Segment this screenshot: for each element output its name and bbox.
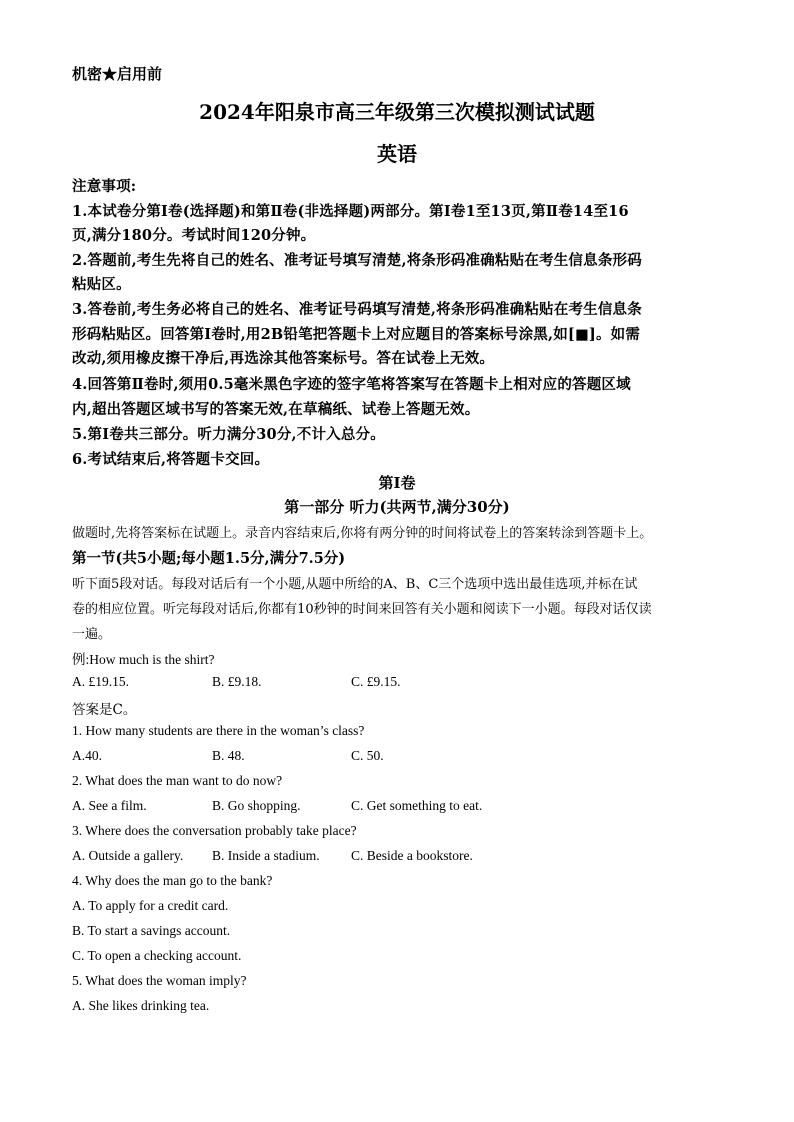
question-option: A.40. — [72, 748, 102, 763]
note-line: 2.答题前,考生先将自己的姓名、准考证号填写清楚,将条形码准确粘贴在考生信息条形码 — [72, 252, 642, 269]
section-instruction: 卷的相应位置。听完每段对话后,你都有10秒钟的时间来回答有关小题和阅读下一小题。每段对话仅读 — [72, 602, 652, 617]
question-stem: 5. What does the woman imply? — [72, 973, 247, 988]
question-option: A. Outside a gallery. — [72, 848, 184, 863]
example-question: 例:How much is the shirt? — [72, 652, 215, 667]
exam-title: 2024年阳泉市高三年级第三次模拟测试试题 — [199, 100, 595, 124]
example-option-b: B. £9.18. — [212, 674, 262, 689]
question-option: B. Go shopping. — [212, 798, 301, 813]
note-line: 3.答卷前,考生务必将自己的姓名、准考证号码填写清楚,将条形码准确粘贴在考生信息条 — [72, 301, 642, 318]
example-option-a: A. £19.15. — [72, 674, 129, 689]
section-title: 第一节(共5小题;每小题1.5分,满分7.5分) — [72, 550, 346, 567]
question-option: A. She likes drinking tea. — [72, 998, 210, 1013]
question-stem: 4. Why does the man go to the bank? — [72, 873, 273, 888]
notes-heading: 注意事项: — [72, 178, 137, 195]
section-instruction: 一遍。 — [72, 627, 112, 642]
note-line: 6.考试结束后,将答题卡交回。 — [72, 451, 270, 468]
confidential-label: 机密★启用前 — [72, 65, 163, 83]
note-line: 内,超出答题区域书写的答案无效,在草稿纸、试卷上答题无效。 — [72, 401, 480, 418]
note-line: 1.本试卷分第Ⅰ卷(选择题)和第Ⅱ卷(非选择题)两部分。第Ⅰ卷1至13页,第Ⅱ卷14至16 — [72, 203, 629, 220]
question-option: C. Beside a bookstore. — [351, 848, 473, 863]
question-option: A. See a film. — [72, 798, 147, 813]
note-line: 粘贴区。 — [72, 276, 131, 293]
example-option-c: C. £9.15. — [351, 674, 401, 689]
note-line: 页,满分180分。考试时间120分钟。 — [72, 227, 316, 244]
question-option: A. To apply for a credit card. — [72, 898, 229, 913]
note-line: 5.第Ⅰ卷共三部分。听力满分30分,不计入总分。 — [72, 426, 385, 443]
question-stem: 3. Where does the conversation probably take place? — [72, 823, 357, 838]
question-stem: 1. How many students are there in the woman’s class? — [72, 723, 365, 738]
part-title: 第一部分 听力(共两节,满分30分) — [284, 498, 510, 516]
note-line: 4.回答第Ⅱ卷时,须用0.5毫米黑色字迹的签字笔将答案写在答题卡上相对应的答题区域 — [72, 376, 631, 393]
section-instruction: 听下面5段对话。每段对话后有一个小题,从题中所给的A、B、C三个选项中选出最佳选项,并标在试 — [72, 577, 638, 592]
volume-label: 第Ⅰ卷 — [378, 474, 416, 492]
question-option: C. Get something to eat. — [351, 798, 483, 813]
question-option: B. 48. — [212, 748, 245, 763]
question-stem: 2. What does the man want to do now? — [72, 773, 283, 788]
note-line: 改动,须用橡皮擦干净后,再选涂其他答案标号。答在试卷上无效。 — [72, 350, 495, 367]
example-answer: 答案是C。 — [72, 702, 137, 718]
question-option: C. 50. — [351, 748, 384, 763]
question-option: B. Inside a stadium. — [212, 848, 320, 863]
question-option: B. To start a savings account. — [72, 923, 231, 938]
note-line: 形码粘贴区。回答第Ⅰ卷时,用2B铅笔把答题卡上对应题目的答案标号涂黑,如[■]。如需 — [72, 326, 641, 343]
subject-title: 英语 — [377, 142, 417, 166]
part-instruction: 做题时,先将答案标在试题上。录音内容结束后,你将有两分钟的时间将试卷上的答案转涂到答题卡上。 — [72, 526, 653, 541]
question-option: C. To open a checking account. — [72, 948, 242, 963]
